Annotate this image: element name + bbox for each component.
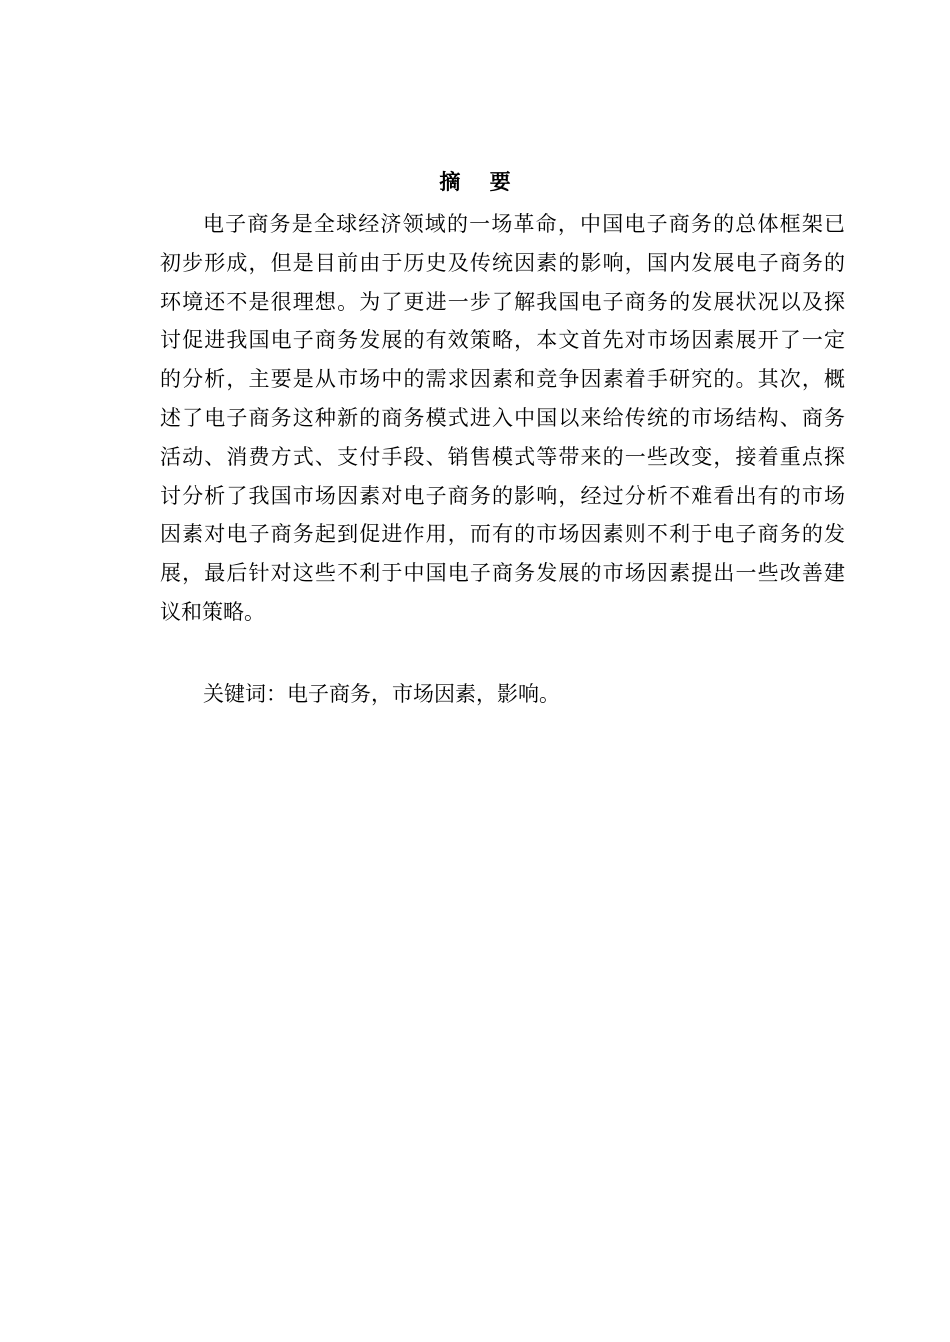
abstract-line: 述了电子商务这种新的商务模式进入中国以来给传统的市场结构、商务 — [160, 405, 845, 430]
abstract-line: 因素对电子商务起到促进作用，而有的市场因素则不利于电子商务的发 — [160, 522, 845, 547]
abstract-line: 初步形成，但是目前由于历史及传统因素的影响，国内发展电子商务的 — [160, 250, 845, 275]
abstract-line: 讨分析了我国市场因素对电子商务的影响，经过分析不难看出有的市场 — [160, 483, 845, 508]
abstract-body — [160, 205, 845, 632]
abstract-line: 讨促进我国电子商务发展的有效策略，本文首先对市场因素展开了一定 — [160, 328, 845, 353]
abstract-title: 摘 要 — [439, 169, 511, 194]
keywords-line: 关键词：电子商务，市场因素，影响。 — [203, 682, 560, 706]
abstract-line: 电子商务是全球经济领域的一场革命，中国电子商务的总体框架已 — [203, 212, 845, 236]
abstract-line: 活动、消费方式、支付手段、销售模式等带来的一些改变，接着重点探 — [160, 444, 845, 469]
abstract-line: 环境还不是很理想。为了更进一步了解我国电子商务的发展状况以及探 — [160, 289, 845, 314]
abstract-line: 的分析，主要是从市场中的需求因素和竞争因素着手研究的。其次，概 — [160, 367, 845, 392]
abstract-line: 展，最后针对这些不利于中国电子商务发展的市场因素提出一些改善建 — [160, 561, 845, 586]
abstract-line: 议和策略。 — [160, 599, 265, 624]
